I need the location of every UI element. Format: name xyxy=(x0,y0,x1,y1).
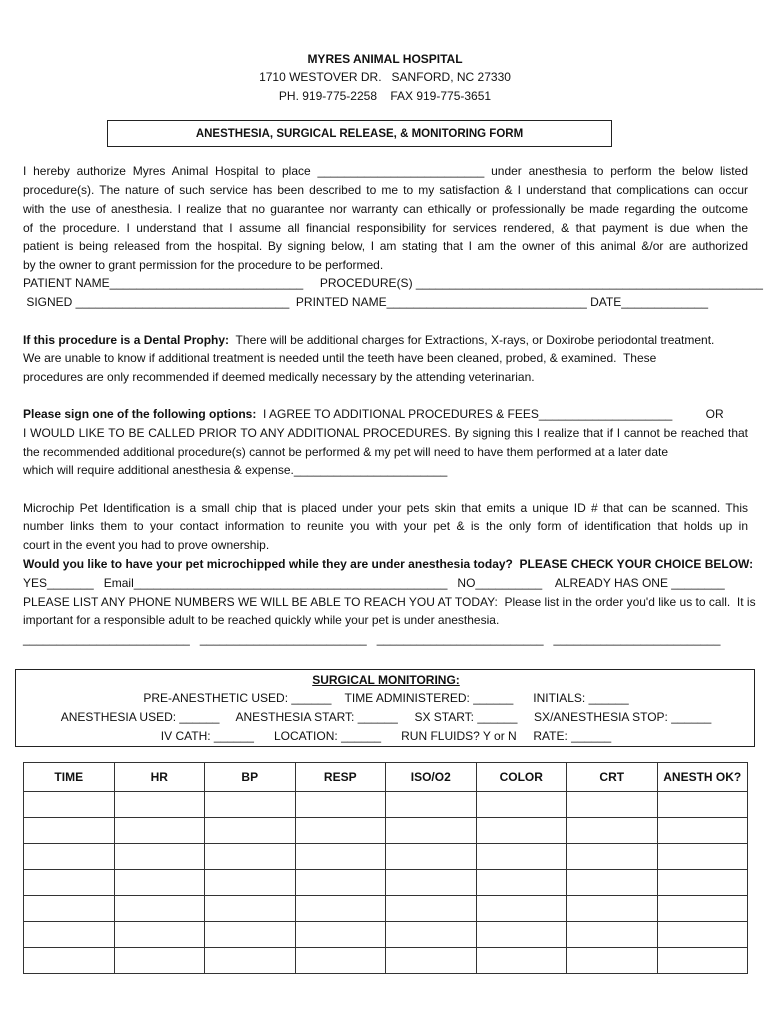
microchip-line-2: number links them to your contact information to reunite you with your pet & is the only form of identification that holds up in xyxy=(23,519,748,533)
table-row xyxy=(24,792,748,818)
microchip-line-1: Microchip Pet Identification is a small chip that is placed under your pets skin that emits a unique ID # that can be scanned. This xyxy=(23,501,748,515)
column-header-anesth-ok: ANESTH OK? xyxy=(657,763,748,792)
surgical-monitoring-title: SURGICAL MONITORING: xyxy=(312,673,460,687)
table-cell[interactable] xyxy=(295,792,386,818)
monitoring-log-table xyxy=(23,762,748,974)
table-cell[interactable] xyxy=(476,792,567,818)
patient-procedure-field[interactable]: PATIENT NAME_____________________________ PROCEDURE(S) ____________________________________________________ xyxy=(23,276,763,290)
table-cell[interactable] xyxy=(114,922,205,948)
table-cell[interactable] xyxy=(205,896,296,922)
table-cell[interactable] xyxy=(476,870,567,896)
dental-line-2: We are unable to know if additional treatment is needed until the teeth have been cleaned, probed, & examined. These xyxy=(23,351,657,365)
table-header-row xyxy=(24,763,748,792)
table-cell[interactable] xyxy=(386,818,477,844)
table-cell[interactable] xyxy=(114,948,205,974)
table-cell[interactable] xyxy=(205,922,296,948)
options-line-2: I WOULD LIKE TO BE CALLED PRIOR TO ANY ADDITIONAL PROCEDURES. By signing this I realize that if I cannot be reached that xyxy=(23,426,748,440)
table-row xyxy=(24,948,748,974)
table-row xyxy=(24,844,748,870)
table-cell[interactable] xyxy=(295,922,386,948)
table-row xyxy=(24,870,748,896)
authorization-line-2: procedure(s). The nature of such service has been described to me to my satisfaction & I understand that complications can occur xyxy=(23,183,748,197)
table-cell[interactable] xyxy=(205,870,296,896)
authorization-line-1: I hereby authorize Myres Animal Hospital to place _________________________ under anesthesia to perform the below listed xyxy=(23,164,748,178)
table-row xyxy=(24,922,748,948)
form-title xyxy=(107,120,612,147)
table-cell[interactable] xyxy=(205,818,296,844)
dental-line-1 xyxy=(23,332,748,348)
dental-line-3: procedures are only recommended if deemed medically necessary by the attending veterinarian. xyxy=(23,370,535,384)
monitoring-row-3[interactable]: IV CATH: ______ LOCATION: ______ RUN FLUIDS? Y or N RATE: ______ xyxy=(160,729,612,743)
table-cell[interactable] xyxy=(295,844,386,870)
monitoring-row-2[interactable]: ANESTHESIA USED: ______ ANESTHESIA START: ______ SX START: ______ SX/ANESTHESIA STOP: ______ xyxy=(60,710,712,724)
phone-numbers-instruction-1: PLEASE LIST ANY PHONE NUMBERS WE WILL BE ABLE TO REACH YOU AT TODAY: Please list in the order you'd like us to call. It is xyxy=(23,595,756,609)
authorization-line-3: with the use of anesthesia. I realize that no guarantee nor warranty can ethically or professionally be made regarding the outcome xyxy=(23,202,748,216)
table-cell[interactable] xyxy=(205,948,296,974)
table-cell[interactable] xyxy=(114,870,205,896)
table-cell[interactable] xyxy=(476,818,567,844)
call-prior-signature-field[interactable]: which will require additional anesthesia & expense._______________________ xyxy=(23,463,448,477)
authorization-line-6: by the owner to grant permission for the procedure to be performed. xyxy=(23,258,384,272)
table-cell[interactable] xyxy=(657,844,748,870)
dental-label: If this procedure is a Dental Prophy: xyxy=(23,333,230,347)
table-cell[interactable] xyxy=(657,870,748,896)
authorization-line-5: patient is being released from the hospital. By signing below, I am stating that I am the owner of this animal &/or are authorized xyxy=(23,239,748,253)
microchip-question: Would you like to have your pet microchipped while they are under anesthesia today? PLEASE CHECK YOUR CHOICE BELOW: xyxy=(23,557,754,571)
table-cell[interactable] xyxy=(295,948,386,974)
table-cell[interactable] xyxy=(114,792,205,818)
table-cell[interactable] xyxy=(567,948,658,974)
table-cell[interactable] xyxy=(24,948,115,974)
table-cell[interactable] xyxy=(567,922,658,948)
table-cell[interactable] xyxy=(386,792,477,818)
table-cell[interactable] xyxy=(476,922,567,948)
form-title-text: ANESTHESIA, SURGICAL RELEASE, & MONITORING FORM xyxy=(195,127,524,140)
authorization-line-4: of the procedure. I understand that I assume all financial responsibility for services rendered, & that payment is due when the xyxy=(23,221,748,235)
table-cell[interactable] xyxy=(386,896,477,922)
column-header-color: COLOR xyxy=(476,763,567,792)
microchip-choices[interactable]: YES_______ Email_______________________________________________ NO__________ ALREADY HAS ONE ________ xyxy=(23,576,725,590)
dental-line-1-text: There will be additional charges for Extractions, X-rays, or Doxirobe periodontal treatment. xyxy=(229,333,715,347)
table-cell[interactable] xyxy=(24,792,115,818)
table-cell[interactable] xyxy=(386,844,477,870)
table-cell[interactable] xyxy=(24,896,115,922)
table-cell[interactable] xyxy=(476,896,567,922)
options-line-1[interactable] xyxy=(23,406,748,422)
table-cell[interactable] xyxy=(295,870,386,896)
table-cell[interactable] xyxy=(205,792,296,818)
table-cell[interactable] xyxy=(295,818,386,844)
table-cell[interactable] xyxy=(24,818,115,844)
table-cell[interactable] xyxy=(657,948,748,974)
table-cell[interactable] xyxy=(114,844,205,870)
table-cell[interactable] xyxy=(24,870,115,896)
column-header-time: TIME xyxy=(24,763,115,792)
column-header-resp: RESP xyxy=(295,763,386,792)
phone-numbers-instruction-2: important for a responsible adult to be reached quickly while your pet is under anesthesia. xyxy=(23,613,500,627)
table-cell[interactable] xyxy=(657,792,748,818)
phone-number-fields[interactable]: _________________________ _________________________ _________________________ _________________________ xyxy=(23,632,721,646)
monitoring-row-1[interactable]: PRE-ANESTHETIC USED: ______ TIME ADMINISTERED: ______ INITIALS: ______ xyxy=(143,691,629,705)
table-cell[interactable] xyxy=(567,844,658,870)
signature-field[interactable]: SIGNED ________________________________ PRINTED NAME______________________________ DATE_____________ xyxy=(23,295,709,309)
column-header-crt: CRT xyxy=(567,763,658,792)
options-line-3: the recommended additional procedure(s) cannot be performed & my pet will need to have them performed at a later date xyxy=(23,445,669,459)
table-cell[interactable] xyxy=(295,896,386,922)
column-header-iso-o2: ISO/O2 xyxy=(386,763,477,792)
table-cell[interactable] xyxy=(476,948,567,974)
column-header-bp: BP xyxy=(205,763,296,792)
table-cell[interactable] xyxy=(114,818,205,844)
table-row xyxy=(24,896,748,922)
surgical-monitoring-box xyxy=(15,669,755,747)
table-cell[interactable] xyxy=(657,922,748,948)
table-cell[interactable] xyxy=(567,870,658,896)
table-cell[interactable] xyxy=(657,818,748,844)
table-cell[interactable] xyxy=(657,896,748,922)
monitoring-log-body xyxy=(24,792,748,974)
table-cell[interactable] xyxy=(24,922,115,948)
table-cell[interactable] xyxy=(567,896,658,922)
table-cell[interactable] xyxy=(386,870,477,896)
table-cell[interactable] xyxy=(386,948,477,974)
hospital-address: 1710 WESTOVER DR. SANFORD, NC 27330 xyxy=(259,70,511,84)
table-row xyxy=(24,818,748,844)
hospital-name: MYRES ANIMAL HOSPITAL xyxy=(307,52,463,66)
agree-additional-procedures[interactable]: I AGREE TO ADDITIONAL PROCEDURES & FEES____________________ OR xyxy=(256,407,724,421)
hospital-phone-fax: PH. 919-775-2258 FAX 919-775-3651 xyxy=(278,89,492,103)
column-header-hr: HR xyxy=(114,763,205,792)
table-cell[interactable] xyxy=(567,792,658,818)
table-cell[interactable] xyxy=(386,922,477,948)
table-cell[interactable] xyxy=(567,818,658,844)
table-cell[interactable] xyxy=(114,896,205,922)
table-cell[interactable] xyxy=(24,844,115,870)
microchip-line-3: court in the event you had to prove ownership. xyxy=(23,538,270,552)
table-cell[interactable] xyxy=(476,844,567,870)
table-cell[interactable] xyxy=(205,844,296,870)
options-label: Please sign one of the following options: xyxy=(23,407,257,421)
